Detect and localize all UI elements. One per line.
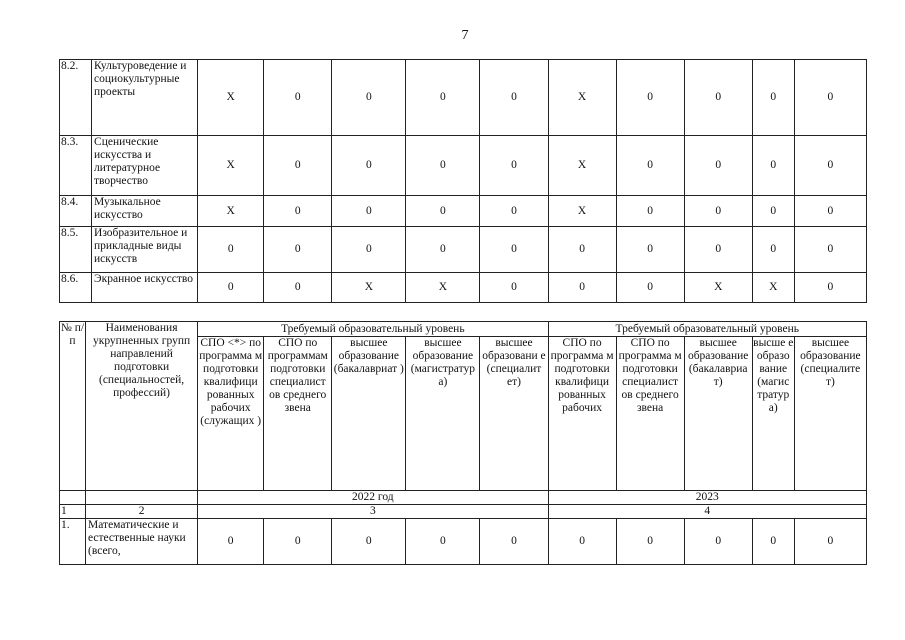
- table-row: [60, 227, 867, 273]
- header-col: высшее образование (бакалавриа т): [684, 337, 752, 491]
- header-col: СПО по программа м подготовки квалифици рованных рабочих: [548, 337, 616, 491]
- header-level-group-2023: Требуемый образовательный уровень: [548, 322, 866, 337]
- row-number: 8.5.: [60, 227, 92, 273]
- col-number: 1: [60, 505, 86, 519]
- cell: 0: [264, 136, 332, 196]
- cell: 0: [684, 519, 752, 565]
- col-number: 3: [198, 505, 548, 519]
- cell: 0: [794, 196, 866, 227]
- cell: X: [684, 273, 752, 303]
- cell: 0: [406, 60, 480, 136]
- header-col: высшее образовани е (специалит ет): [480, 337, 548, 491]
- cell: 0: [480, 136, 548, 196]
- row-number: 8.3.: [60, 136, 92, 196]
- cell: 0: [548, 273, 616, 303]
- cell: 0: [794, 519, 866, 565]
- table-row: [60, 136, 867, 196]
- column-numbers-row: [60, 505, 867, 519]
- row-name: Культуроведение и социокультурные проекты: [92, 60, 198, 136]
- row-number: 1.: [60, 519, 86, 565]
- cell: 0: [264, 60, 332, 136]
- cell: 0: [794, 136, 866, 196]
- cell: 0: [480, 227, 548, 273]
- table-row: [60, 60, 867, 136]
- header-col: высшее образование (специалите т): [794, 337, 866, 491]
- header-col: высшее образование (магистратур а): [406, 337, 480, 491]
- cell: 0: [264, 519, 332, 565]
- table-row: [60, 519, 867, 565]
- cell: 0: [406, 196, 480, 227]
- table-row: [60, 273, 867, 303]
- row-name: Математические и естественные науки (всего,: [86, 519, 198, 565]
- cell: 0: [332, 519, 406, 565]
- cell: 0: [406, 519, 480, 565]
- cell: 0: [198, 227, 264, 273]
- year-2022: 2022 год: [198, 491, 548, 505]
- col-number: 2: [86, 505, 198, 519]
- cell: 0: [406, 227, 480, 273]
- cell: 0: [752, 60, 794, 136]
- row-name: Сценические искусства и литературное творчество: [92, 136, 198, 196]
- header-row: [60, 322, 867, 337]
- cell: 0: [616, 60, 684, 136]
- row-number: 8.2.: [60, 60, 92, 136]
- cell: X: [332, 273, 406, 303]
- cell: 0: [406, 136, 480, 196]
- header-col: высшее образование (бакалавриат ): [332, 337, 406, 491]
- cell: 0: [616, 196, 684, 227]
- cell: 0: [198, 273, 264, 303]
- cell: 0: [198, 519, 264, 565]
- cell: 0: [616, 227, 684, 273]
- row-name: Изобразительное и прикладные виды искусств: [92, 227, 198, 273]
- cell: 0: [684, 227, 752, 273]
- cell: 0: [332, 196, 406, 227]
- row-number: 8.6.: [60, 273, 92, 303]
- cell: 0: [264, 273, 332, 303]
- cell: 0: [684, 60, 752, 136]
- table-row: [60, 196, 867, 227]
- cell: 0: [794, 227, 866, 273]
- row-name: Музыкальное искусство: [92, 196, 198, 227]
- cell: 0: [616, 273, 684, 303]
- header-col: высше е образо вание (магис тратур а): [752, 337, 794, 491]
- cell: 0: [480, 273, 548, 303]
- cell: X: [198, 60, 264, 136]
- page-number: 7: [461, 28, 469, 43]
- cell: 0: [332, 136, 406, 196]
- cell: X: [198, 136, 264, 196]
- lower-table: [59, 321, 867, 565]
- header-col: СПО по программам подготовки специалист ов среднего звена: [264, 337, 332, 491]
- cell: X: [752, 273, 794, 303]
- year-2023: 2023: [548, 491, 866, 505]
- header-col: СПО по программа м подготовки специалист ов среднего звена: [616, 337, 684, 491]
- cell: 0: [480, 196, 548, 227]
- cell: X: [548, 196, 616, 227]
- cell: X: [548, 60, 616, 136]
- cell: 0: [548, 227, 616, 273]
- cell: 0: [616, 136, 684, 196]
- cell: 0: [752, 196, 794, 227]
- cell: 0: [480, 60, 548, 136]
- row-name: Экранное искусство: [92, 273, 198, 303]
- header-level-group-2022: Требуемый образовательный уровень: [198, 322, 548, 337]
- cell: X: [406, 273, 480, 303]
- cell: X: [198, 196, 264, 227]
- cell: 0: [684, 196, 752, 227]
- header-name: Наименования укрупненных групп направлений подготовки (специальностей, профессий): [86, 322, 198, 491]
- cell: 0: [332, 227, 406, 273]
- cell: 0: [794, 273, 866, 303]
- cell: 0: [752, 227, 794, 273]
- cell: 0: [480, 519, 548, 565]
- header-col: СПО <*> по программа м подготовки квалифици рованных рабочих (служащих ): [198, 337, 264, 491]
- cell: 0: [794, 60, 866, 136]
- cell: 0: [332, 60, 406, 136]
- cell: 0: [752, 519, 794, 565]
- cell: X: [548, 136, 616, 196]
- year-row: [60, 491, 867, 505]
- cell: 0: [548, 519, 616, 565]
- header-num: № п/п: [60, 322, 86, 491]
- cell: 0: [752, 136, 794, 196]
- upper-table: [59, 59, 867, 303]
- cell: 0: [684, 136, 752, 196]
- cell: 0: [616, 519, 684, 565]
- row-number: 8.4.: [60, 196, 92, 227]
- cell: 0: [264, 227, 332, 273]
- cell: 0: [264, 196, 332, 227]
- col-number: 4: [548, 505, 866, 519]
